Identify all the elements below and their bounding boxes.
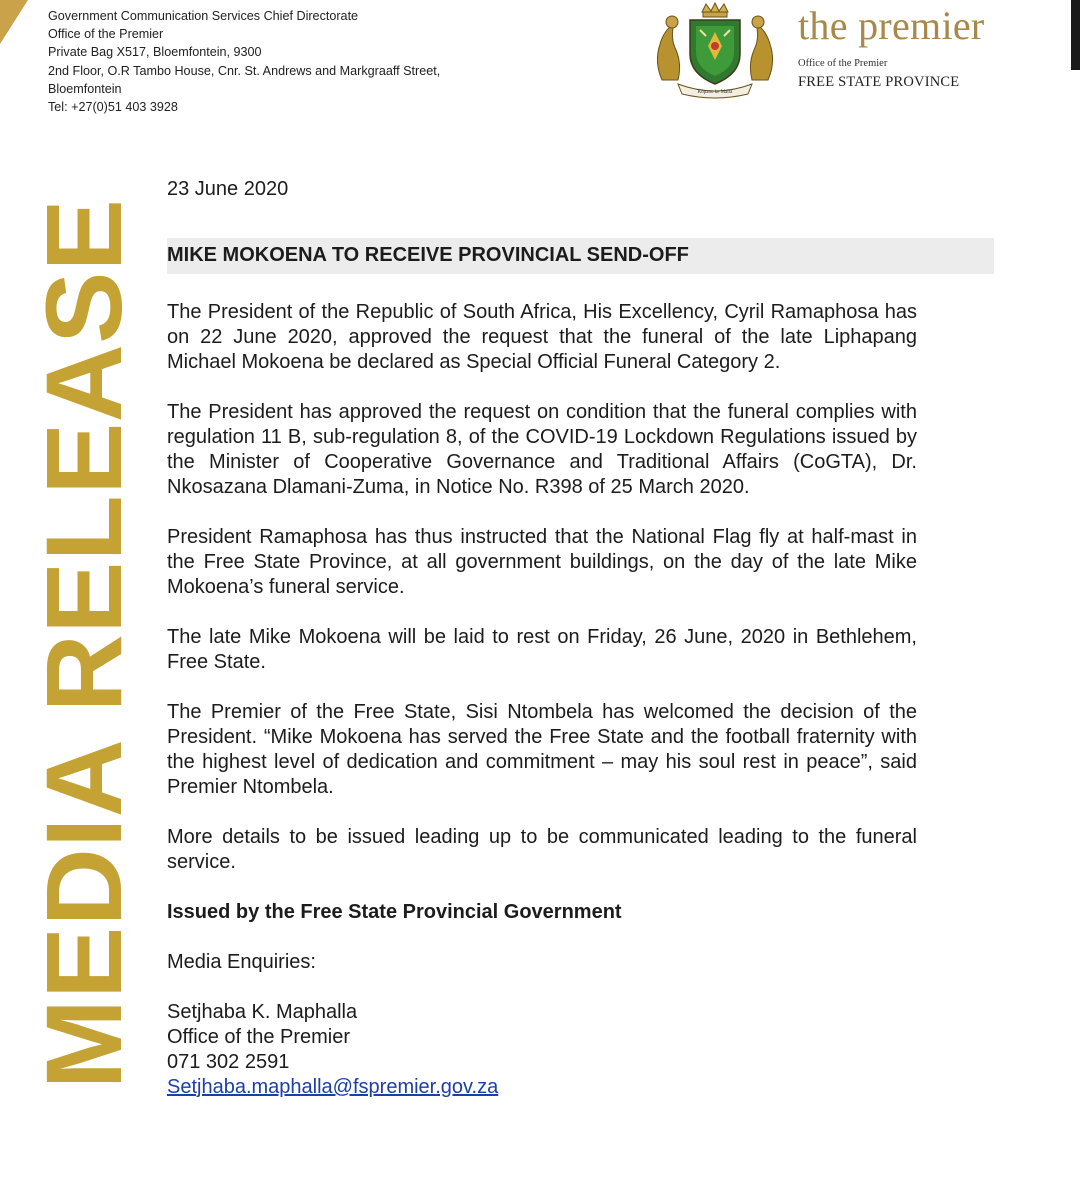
address-line: Bloemfontein: [48, 81, 122, 96]
issued-by: Issued by the Free State Provincial Government: [167, 901, 622, 923]
address-line: Government Communication Services Chief Directorate: [48, 9, 359, 23]
brand-title: the premier: [798, 3, 985, 48]
brand-province: FREE STATE PROVINCE: [798, 74, 960, 90]
paragraph: President Ramaphosa has thus instructed that the National Flag fly at half-mast in the Free State Province, at all government buildings, on the day of the late Mike Mokoena’s funeral service.: [167, 526, 917, 598]
edge-strip: [1071, 0, 1080, 70]
address-line: 2nd Floor, O.R Tambo House, Cnr. St. Andrews and Markgraaff Street,: [48, 63, 441, 78]
paragraph: The late Mike Mokoena will be laid to rest on Friday, 26 June, 2020 in Bethlehem, Free State.: [167, 626, 917, 673]
svg-text:Kopano ke Matla: Kopano ke Matla: [697, 90, 733, 95]
contact-phone: 071 302 2591: [167, 1051, 290, 1073]
paragraph: The President of the Republic of South Africa, His Excellency, Cyril Ramaphosa has on 22 June 2020, approved the request that the funeral of the late Liphapang Michael Mokoena be declared as Special Official Funeral Category 2.: [167, 301, 917, 373]
release-date: 23 June 2020: [167, 178, 289, 200]
release-headline: MIKE MOKOENA TO RECEIVE PROVINCIAL SEND-OFF: [167, 238, 994, 274]
corner-decoration: [0, 0, 28, 44]
contact-email-link[interactable]: Setjhaba.maphalla@fspremier.gov.za: [167, 1076, 499, 1098]
contact-name: Setjhaba K. Maphalla: [167, 1001, 358, 1023]
premier-brand: [798, 4, 1028, 91]
release-body: [167, 176, 917, 1100]
contact-office: Office of the Premier: [167, 1026, 351, 1048]
paragraph: More details to be issued leading up to be communicated leading to the funeral service.: [167, 826, 917, 873]
paragraph: The Premier of the Free State, Sisi Ntombela has welcomed the decision of the President. “Mike Mokoena has served the Free State and the football fraternity with the highest level of dedication and commitment – may his soul rest in peace”, said Premier Ntombela.: [167, 701, 917, 798]
coat-of-arms-logo: [648, 2, 782, 100]
address-line: Tel: +27(0)51 403 3928: [48, 100, 178, 115]
address-line: Private Bag X517, Bloemfontein, 9300: [48, 45, 262, 60]
brand-subtitle: Office of the Premier: [798, 58, 888, 69]
sender-address: [48, 7, 518, 116]
media-enquiries-label: Media Enquiries:: [167, 951, 316, 973]
paragraph: The President has approved the request on condition that the funeral complies with regulation 11 B, sub-regulation 8, of the COVID-19 Lockdown Regulations issued by the Minister of Cooperative Governance and Traditional Affairs (CoGTA), Dr. Nkosazana Dlamani-Zuma, in Notice No. R398 of 25 March 2020.: [167, 401, 917, 498]
vertical-label: MEDIA RELEASE: [23, 198, 144, 1090]
media-release-banner: [23, 182, 144, 1106]
contact-block: [167, 1000, 917, 1100]
address-line: Office of the Premier: [48, 27, 164, 42]
